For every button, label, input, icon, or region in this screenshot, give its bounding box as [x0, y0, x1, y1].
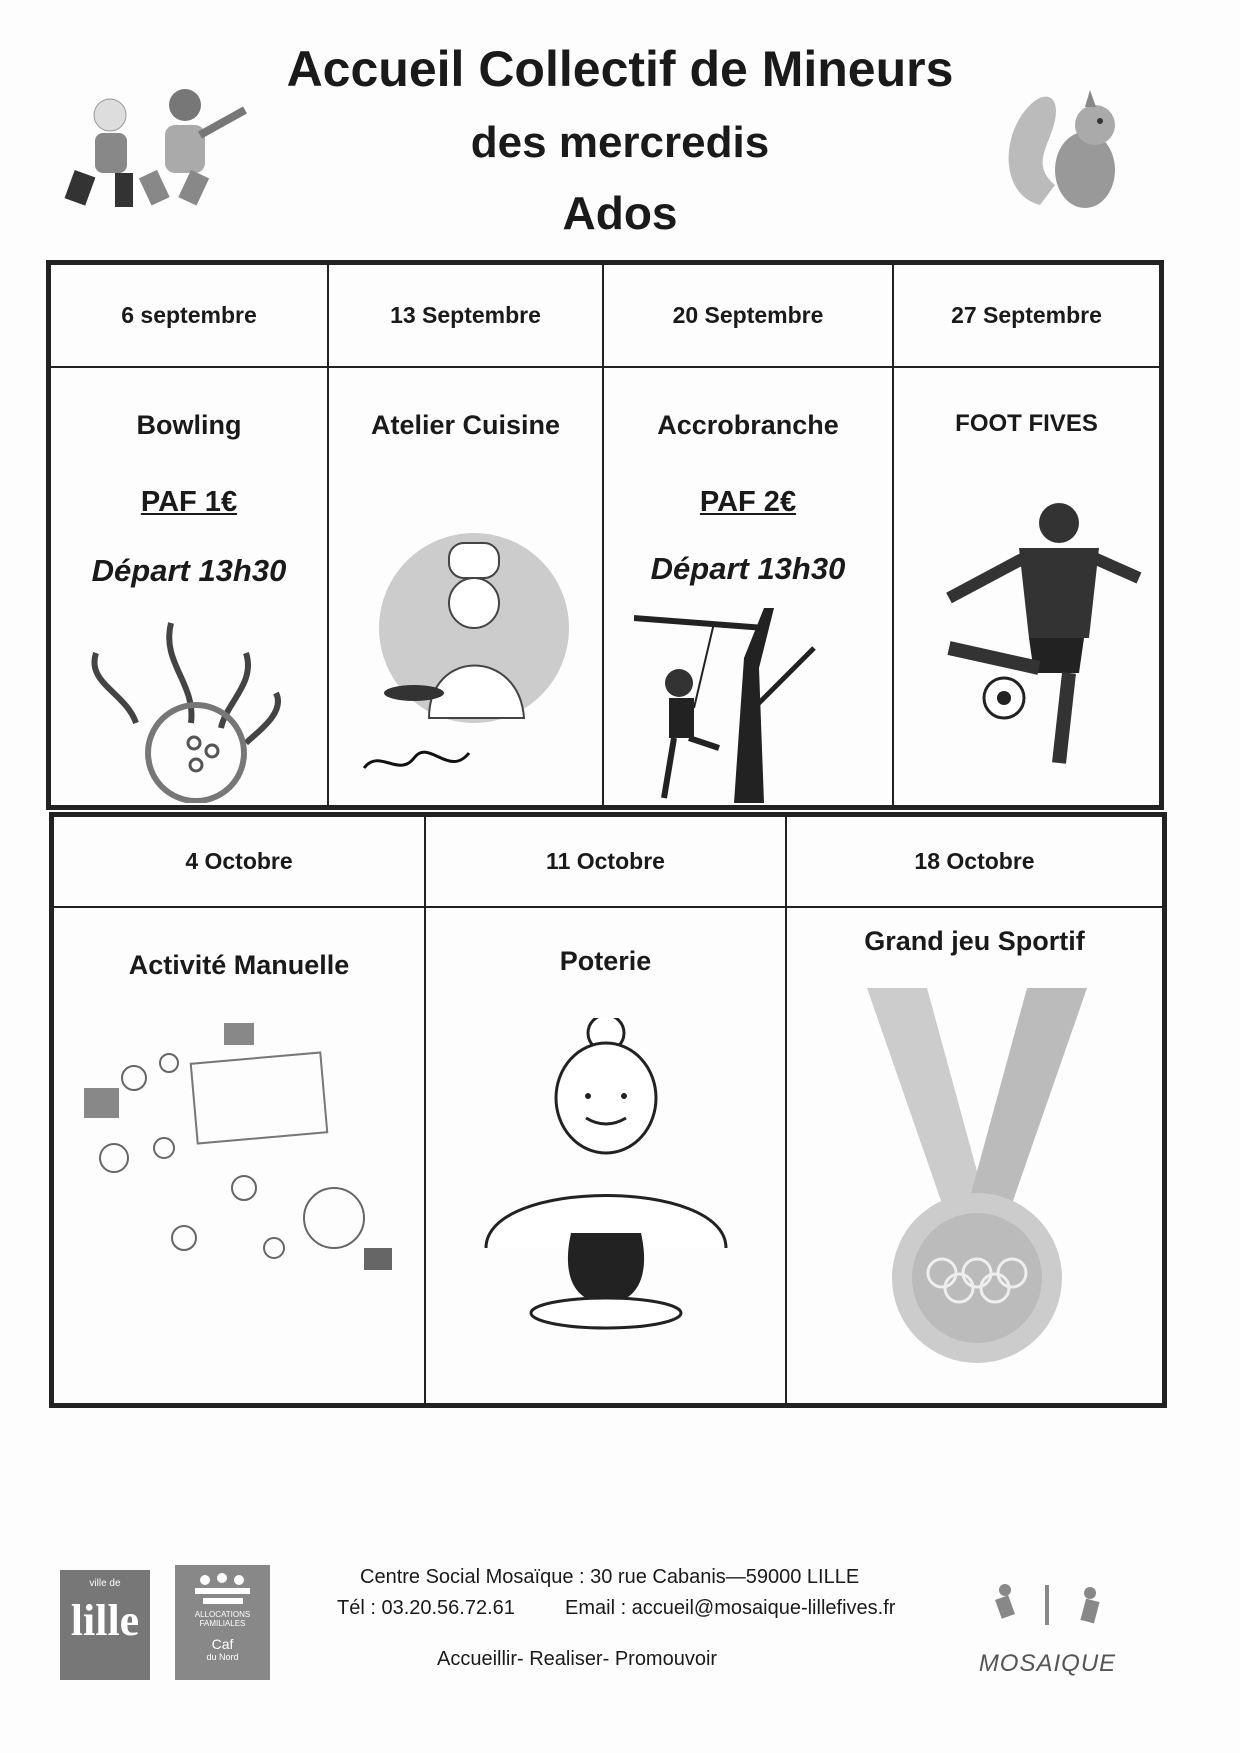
activity-title: Grand jeu Sportif	[864, 926, 1085, 956]
activity-title: FOOT FIVES	[955, 410, 1098, 437]
footer-address: Centre Social Mosaïque : 30 rue Cabanis—59000 LILLE	[360, 1566, 860, 1588]
activity-title: Accrobranche	[657, 410, 839, 440]
date-cell: 18 Octobre	[785, 815, 1164, 908]
date-cell: 27 Septembre	[892, 263, 1161, 368]
page-title: Accueil Collectif de Mineurs	[286, 41, 954, 97]
medal-icon	[857, 988, 1097, 1378]
date-cell: 6 septembre	[49, 263, 329, 368]
schedule-row-2	[49, 812, 1167, 1408]
activity-cell-grand-jeu	[785, 906, 1164, 1405]
mosaique-logo: MOSAIQUE	[960, 1575, 1135, 1685]
squirrel-icon	[1000, 75, 1130, 220]
activity-cell-accrobranche	[602, 366, 894, 807]
activity-cell-foot	[892, 366, 1161, 807]
date-cell: 4 Octobre	[52, 815, 426, 908]
people-silhouettes-icon	[960, 1575, 1135, 1645]
footer-motto: Accueillir- Realiser- Promouvoir	[437, 1648, 718, 1670]
activity-cell-bowling	[49, 366, 329, 807]
caf-logo: ALLOCATIONS FAMILIALES Caf du Nord	[175, 1565, 270, 1680]
activity-title: Atelier Cuisine	[370, 410, 561, 440]
potter-icon	[466, 1018, 746, 1348]
price-label: PAF 2€	[699, 486, 797, 518]
children-running-icon	[55, 85, 255, 220]
departure-time: Départ 13h30	[650, 551, 846, 586]
activity-cell-poterie	[424, 906, 787, 1405]
activity-cell-manuelle	[52, 906, 426, 1405]
crafts-table-icon	[74, 1018, 404, 1298]
page-audience: Ados	[562, 187, 678, 239]
footer-phone: Tél : 03.20.56.72.61	[337, 1597, 515, 1619]
lille-logo: ville de lille	[60, 1570, 150, 1680]
tree-climber-icon	[634, 598, 834, 803]
chef-icon	[359, 518, 579, 798]
schedule-row-1	[46, 260, 1164, 810]
activity-cell-cuisine	[327, 366, 604, 807]
date-cell: 11 Octobre	[424, 815, 787, 908]
activity-title: Poterie	[559, 946, 652, 976]
page-subtitle: des mercredis	[470, 118, 770, 167]
price-label: PAF 1€	[140, 486, 238, 518]
footer-email: Email : accueil@mosaique-lillefives.fr	[565, 1597, 896, 1619]
activity-title: Activité Manuelle	[128, 950, 350, 980]
football-player-icon	[909, 498, 1149, 778]
departure-time: Départ 13h30	[91, 553, 287, 588]
caf-figures-icon	[175, 1570, 270, 1610]
activity-title: Bowling	[136, 410, 242, 440]
bowling-icon	[76, 613, 306, 803]
date-cell: 13 Septembre	[327, 263, 604, 368]
date-cell: 20 Septembre	[602, 263, 894, 368]
